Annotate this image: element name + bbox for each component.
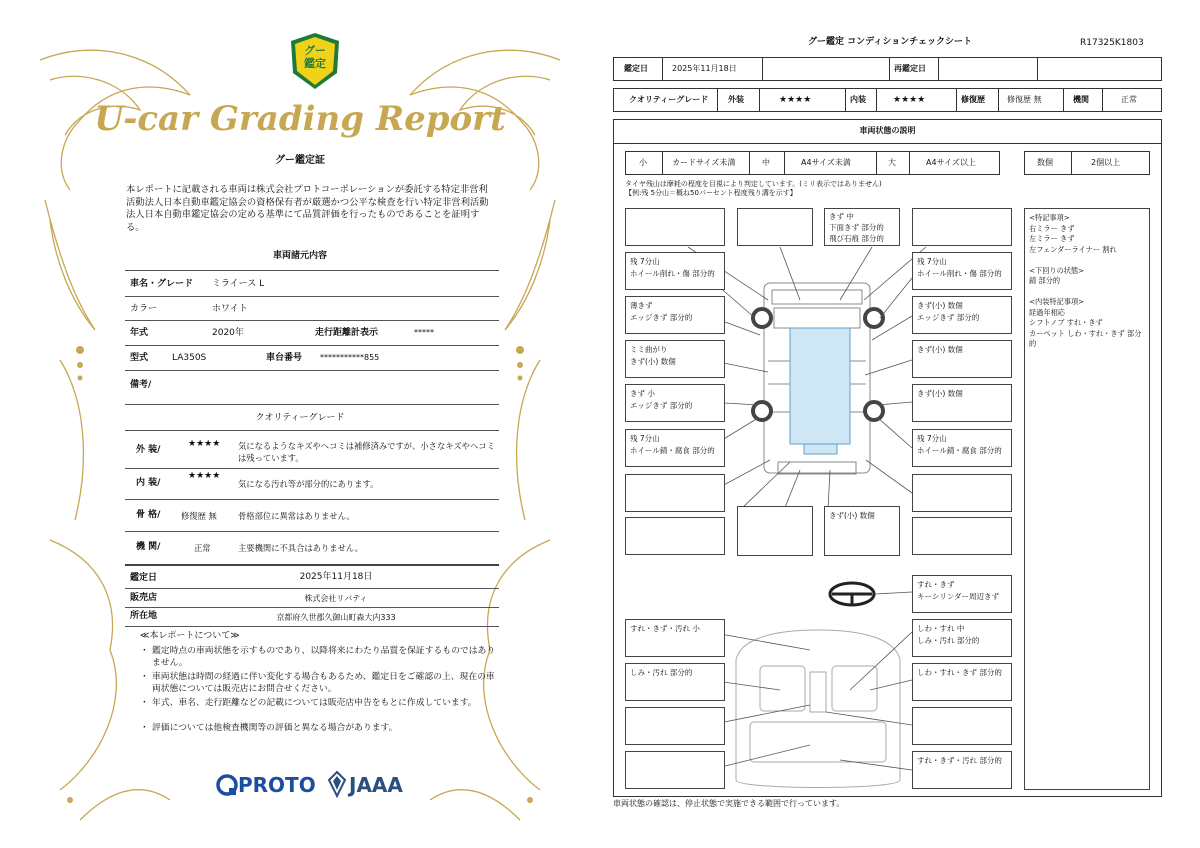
ext-note-r4: きず(小) 数個 bbox=[912, 384, 1012, 422]
repair-label: 修復歴 bbox=[961, 95, 985, 104]
engine-label: 機 関/ bbox=[136, 542, 161, 552]
spec-model-value: LA350S bbox=[172, 353, 207, 363]
ext-note-r5: 残 7分山 ホイール錆・腐食 部分的 bbox=[912, 429, 1012, 467]
int-stars-r: ★★★★ bbox=[893, 95, 926, 105]
footer-date-value: 2025年11月18日 bbox=[299, 572, 373, 582]
note-4: ・ 評価については他検査機関等の評価と異なる場合があります。 bbox=[140, 723, 398, 733]
ext-stars-r: ★★★★ bbox=[779, 95, 812, 105]
size-large: 大 bbox=[888, 158, 896, 167]
size-small: 小 bbox=[639, 158, 647, 167]
int-note-l2: しみ・汚れ 部分的 bbox=[625, 663, 725, 701]
tire-note-2: 【例:残 5分山＝概ね50パーセント程度残り溝を示す】 bbox=[625, 189, 797, 197]
sheet-footer-note: 車両状態の確認は、停止状態で実施できる範囲で行っています。 bbox=[613, 799, 845, 808]
ext-stars: ★★★★ bbox=[188, 439, 221, 449]
ext-note-empty-tr bbox=[912, 208, 1012, 246]
int-note-empty-r3 bbox=[912, 707, 1012, 745]
int-note-r1: しわ・すれ 中 しみ・汚れ 部分的 bbox=[912, 619, 1012, 657]
spec-color-value: ホワイト bbox=[212, 304, 248, 314]
script-title: U-car Grading Report bbox=[94, 99, 506, 139]
spec-title: 車両諸元内容 bbox=[272, 251, 327, 261]
footer-date-label: 鑑定日 bbox=[130, 573, 158, 583]
engine-value: 正常 bbox=[194, 543, 211, 553]
redate-label: 再鑑定日 bbox=[894, 64, 926, 73]
proto-logo-text: PROTO bbox=[238, 773, 316, 797]
repair-value: 修復歴 無 bbox=[1007, 95, 1042, 104]
ext-note-empty-l6 bbox=[625, 474, 725, 512]
jaaa-logo-text: JAAA bbox=[349, 773, 403, 797]
footer-addr-label: 所在地 bbox=[130, 611, 158, 621]
int-stars: ★★★★ bbox=[188, 471, 221, 481]
check-sheet-panel bbox=[600, 0, 1200, 848]
ext-note-empty-b2 bbox=[737, 506, 813, 556]
engine-label-r: 機関 bbox=[1073, 95, 1089, 104]
date-label: 鑑定日 bbox=[624, 64, 648, 73]
int-note-empty-l3 bbox=[625, 707, 725, 745]
spec-mileage-label: 走行距離計表示 bbox=[315, 328, 379, 338]
ext-note-l4: きず 小 エッジきず 部分的 bbox=[625, 384, 725, 422]
int-note-steer: すれ・きず キーシリンダー周辺きず bbox=[912, 575, 1012, 613]
spec-year-value: 2020年 bbox=[212, 328, 244, 338]
report-number: R17325K1803 bbox=[1080, 38, 1144, 48]
spec-color-label: カラー bbox=[130, 304, 158, 314]
footer-addr-value: 京都府久世郡久御山町森大内333 bbox=[276, 613, 396, 622]
spec-year-label: 年式 bbox=[130, 328, 149, 338]
note-2: ・ 車両状態は時間の経過に伴い変化する場合もあるため、鑑定日をご確認の上、現在の車両状態については販売店にお問合せください。 bbox=[140, 672, 495, 694]
size-small-desc: カードサイズ未満 bbox=[672, 158, 736, 167]
int-note-l1: すれ・きず・汚れ 小 bbox=[625, 619, 725, 657]
spec-chassis-label: 車台番号 bbox=[266, 353, 303, 363]
spec-name-label: 車名・グレード bbox=[130, 279, 194, 289]
size-mid: 中 bbox=[762, 158, 770, 167]
int-label: 内 装/ bbox=[136, 478, 161, 488]
engine-text: 主要機関に不具合はありません。 bbox=[238, 543, 363, 553]
notes-title: ≪本レポートについて≫ bbox=[140, 631, 240, 641]
count-label: 数個 bbox=[1037, 158, 1053, 167]
sheet-title: グー鑑定 コンディションチェックシート bbox=[808, 37, 972, 47]
engine-value-r: 正常 bbox=[1121, 95, 1137, 104]
ext-note-l1: 残 7分山 ホイール削れ・傷 部分的 bbox=[625, 252, 725, 290]
ext-note-empty-r6 bbox=[912, 474, 1012, 512]
side-notes: <特記事項> 右ミラー きず 左ミラー きず 左フェンダーライナー 割れ <下回りの状態> 錆 部分的 <内装特記事項> 経過年相応 シフトノブ すれ・きず カーペット しわ・すれ・きず 部分的 bbox=[1024, 208, 1150, 790]
ext-note-empty-b4 bbox=[912, 517, 1012, 555]
ext-note-top-center: きず 中 下面きず 部分的 飛び石痕 部分的 bbox=[824, 208, 900, 246]
quality-title: クオリティーグレード bbox=[255, 413, 345, 423]
ext-note-r1: 残 7分山 ホイール削れ・傷 部分的 bbox=[912, 252, 1012, 290]
spec-chassis-value: ***********855 bbox=[320, 353, 380, 362]
date-value: 2025年11月18日 bbox=[672, 64, 737, 73]
ext-note-empty-tl bbox=[625, 208, 725, 246]
car-roof bbox=[790, 328, 850, 444]
int-label-r: 内装 bbox=[850, 95, 866, 104]
frame-text: 骨格部位に異常はありません。 bbox=[238, 511, 355, 521]
car-rear-glass bbox=[804, 444, 837, 454]
badge-text: グー 鑑定 bbox=[304, 44, 326, 70]
ext-note-l3: ミミ曲がり きず(小) 数個 bbox=[625, 340, 725, 378]
ext-note-empty-tc bbox=[737, 208, 813, 246]
cert-title: グー鑑定証 bbox=[275, 155, 325, 166]
goo-badge-logo bbox=[287, 31, 343, 91]
ext-text: 気になるようなキズやヘコミは補修済みですが、小さなキズやヘコミは残っています。 bbox=[238, 441, 495, 463]
ext-note-l2: 薄きず エッジきず 部分的 bbox=[625, 296, 725, 334]
frame-value: 修復歴 無 bbox=[181, 511, 217, 521]
size-large-desc: A4サイズ以上 bbox=[926, 158, 976, 167]
count-desc: 2個以上 bbox=[1091, 158, 1121, 167]
ext-note-l5: 残 7分山 ホイール錆・腐食 部分的 bbox=[625, 429, 725, 467]
state-title: 車両状態の説明 bbox=[859, 126, 916, 135]
cert-body: 本レポートに記載される車両は株式会社プロトコーポレーションが委託する特定非営利活動法人日本自動車鑑定協会の資格保有者が厳選かつ公平な検査を行い特定非営利活動法人日本自動車鑑定協会の定める基準にて品質評価を行ったものであることを証明する。 bbox=[126, 184, 489, 233]
spec-name-value: ミライース L bbox=[212, 279, 265, 289]
quality-label: クオリティーグレード bbox=[629, 95, 709, 104]
int-note-empty-l4 bbox=[625, 751, 725, 789]
ext-note-r2: きず(小) 数個 エッジきず 部分的 bbox=[912, 296, 1012, 334]
note-1: ・ 鑑定時点の車両状態を示すものであり、以降将来にわたり品質を保証するものではありません。 bbox=[140, 646, 496, 668]
spec-mileage-value: ***** bbox=[414, 328, 434, 337]
spec-model-label: 型式 bbox=[130, 353, 149, 363]
frame-label: 骨 格/ bbox=[136, 510, 161, 520]
int-note-r4: すれ・きず・汚れ 部分的 bbox=[912, 751, 1012, 789]
ext-note-r3: きず(小) 数個 bbox=[912, 340, 1012, 378]
int-text: 気になる汚れ等が部分的にあります。 bbox=[238, 479, 379, 489]
note-3: ・ 年式、車名、走行距離などの記載については販売店申告をもとに作成しています。 bbox=[140, 698, 477, 708]
int-note-r2: しわ・すれ・きず 部分的 bbox=[912, 663, 1012, 701]
tire-note-1: タイヤ残山は摩耗の程度を目視により判定しています。(ミリ表示ではありません) bbox=[625, 180, 882, 188]
spec-remarks-label: 備考/ bbox=[130, 380, 152, 390]
ext-label: 外 装/ bbox=[136, 445, 161, 455]
size-mid-desc: A4サイズ未満 bbox=[801, 158, 851, 167]
ext-note-empty-b1 bbox=[625, 517, 725, 555]
ext-note-bottom-center: きず(小) 数個 bbox=[824, 506, 900, 556]
ext-label-r: 外装 bbox=[728, 95, 744, 104]
footer-shop-label: 販売店 bbox=[130, 593, 158, 603]
footer-shop-value: 株式会社リバティ bbox=[304, 594, 368, 603]
